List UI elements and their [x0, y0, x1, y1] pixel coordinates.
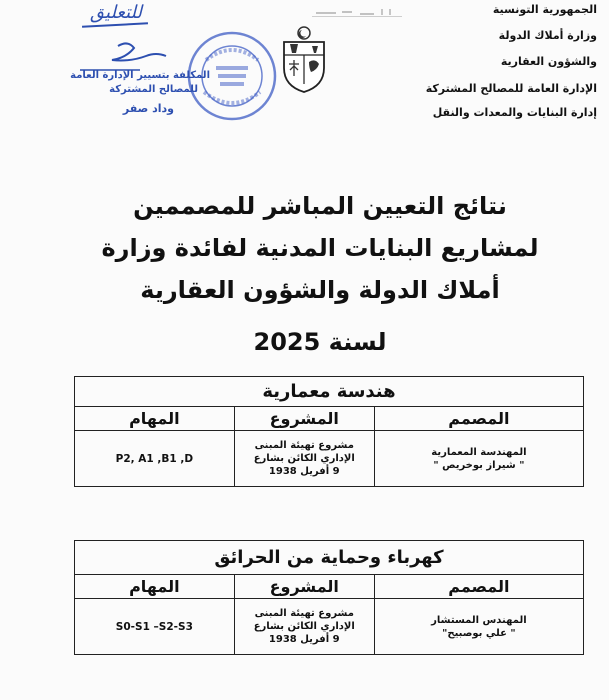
designer-title: المهندس المستشار: [431, 614, 527, 626]
project-line: الإداري الكائن بشارع: [253, 453, 355, 464]
column-header-project: المشروع: [234, 575, 374, 599]
project-cell: [234, 599, 374, 655]
designer-cell: [374, 599, 583, 655]
header-line-republic: الجمهورية التونسية: [492, 3, 597, 16]
header-line-ministry: وزارة أملاك الدولة: [498, 29, 597, 42]
column-header-tasks: المهام: [75, 575, 235, 599]
signature-caption-line2: للمصالح المشتركة: [109, 84, 198, 95]
column-header-tasks: المهام: [75, 407, 235, 431]
signature-caption-line1: المكلفة بتسيير الإدارة العامة: [70, 70, 210, 81]
title-line-1: نتائج التعيين المباشر للمصممين: [133, 192, 507, 220]
table-row: [75, 599, 584, 655]
header-line-ministry-2: والشؤون العقارية: [500, 55, 597, 68]
project-line: 9 أفريل 1938: [268, 466, 340, 477]
column-header-designer: المصمم: [374, 575, 583, 599]
signature-name: وداد صفر: [122, 102, 174, 115]
project-line: مشروع تهيئة المبنى: [254, 608, 354, 619]
table-row: [75, 431, 584, 487]
header-line-department: إدارة البنايات والمعدات والنقل: [432, 106, 597, 119]
title-line-4: لسنة 2025: [253, 328, 387, 356]
designer-title: المهندسة المعمارية: [431, 446, 527, 458]
header-line-directorate: الإدارة العامة للمصالح المشتركة: [425, 82, 597, 95]
title-line-3: أملاك الدولة والشؤون العقارية: [140, 276, 500, 304]
title-line-2: لمشاريع البنايات المدنية لفائدة وزارة: [101, 234, 539, 262]
signature-block: [60, 36, 210, 126]
annotation-underline: [82, 22, 148, 27]
results-table-electrical: [74, 540, 584, 655]
project-line: الإداري الكائن بشارع: [253, 621, 355, 632]
project-cell: [234, 431, 374, 487]
designer-name: " علي بوصبيح": [442, 627, 516, 639]
project-line: 9 أفريل 1938: [268, 634, 340, 645]
coat-of-arms-logo: [276, 24, 332, 94]
results-table-architecture: [74, 376, 584, 487]
tasks-cell: S0-S1 –S2-S3: [75, 599, 235, 655]
date-stamp: [312, 2, 402, 17]
table-section-title: هندسة معمارية: [75, 377, 584, 407]
handwritten-annotation: للتعليق: [90, 2, 142, 23]
designer-cell: [374, 431, 583, 487]
table-section-title: كهرباء وحماية من الحرائق: [75, 541, 584, 575]
column-header-designer: المصمم: [374, 407, 583, 431]
project-line: مشروع تهيئة المبنى: [254, 440, 354, 451]
tasks-cell: P2, A1 ,B1 ,D: [75, 431, 235, 487]
column-header-project: المشروع: [234, 407, 374, 431]
designer-name: " شيراز بوخريص ": [433, 459, 525, 471]
